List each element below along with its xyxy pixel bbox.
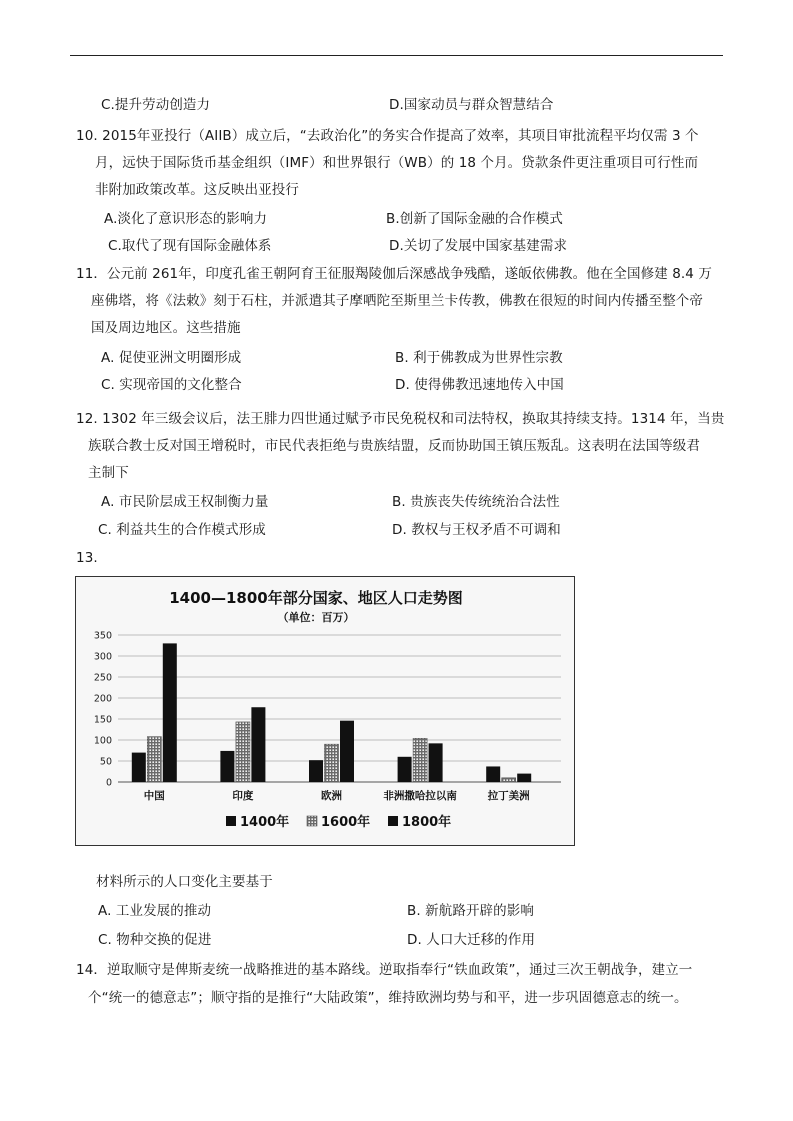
- q10-option-b[interactable]: B.创新了国际金融的合作模式: [386, 211, 563, 227]
- q11-option-a[interactable]: A. 促使亚洲文明圈形成: [101, 350, 242, 366]
- q12-stem-line-3: 主制下: [88, 465, 129, 481]
- bar-1400年-拉丁美洲: [486, 766, 500, 782]
- legend-swatch: [307, 816, 317, 826]
- q12-option-c[interactable]: C. 利益共生的合作模式形成: [98, 522, 266, 538]
- y-tick-label: 50: [99, 756, 112, 768]
- q12-stem-line-2: 族联合教士反对国王增税时，市民代表拒绝与贵族结盟，反而协助国王镇压叛乱。这表明在法国等级君: [88, 438, 700, 454]
- bar-1800年-中国: [163, 643, 177, 782]
- q13-option-a[interactable]: A. 工业发展的推动: [98, 903, 212, 919]
- q13-prompt: 材料所示的人口变化主要基于: [96, 874, 273, 890]
- q12-stem-line-1: 12. 1302 年三级会议后，法王腓力四世通过赋予市民免税权和司法特权，换取其持续支持。1314 年，当贵: [76, 411, 725, 427]
- q10-option-c[interactable]: C.取代了现有国际金融体系: [108, 238, 272, 254]
- bar-1600年-非洲撒哈拉以南: [413, 738, 427, 782]
- legend-swatch: [388, 816, 398, 826]
- q11-option-c[interactable]: C. 实现帝国的文化整合: [101, 377, 242, 393]
- bar-1600年-中国: [147, 737, 161, 782]
- bar-1600年-拉丁美洲: [502, 778, 516, 782]
- q14-stem-line-2: 个“统一的德意志”；顺守指的是推行“大陆政策”，维持欧洲均势与和平，进一步巩固德意志的统一。: [88, 990, 688, 1006]
- y-tick-label: 150: [93, 714, 112, 726]
- chart-subtitle: （单位：百万）: [277, 611, 355, 624]
- bar-1400年-印度: [220, 751, 234, 782]
- x-tick-label: 欧洲: [321, 790, 342, 802]
- header-rule: [70, 55, 723, 56]
- bar-1400年-欧洲: [309, 760, 323, 782]
- q11-stem-line-3: 国及周边地区。这些措施: [91, 320, 241, 336]
- bar-1800年-欧洲: [340, 721, 354, 782]
- x-tick-label: 拉丁美洲: [487, 790, 530, 802]
- bar-1400年-非洲撒哈拉以南: [398, 757, 412, 782]
- q13-option-c[interactable]: C. 物种交换的促进: [98, 932, 212, 948]
- bar-1800年-拉丁美洲: [517, 774, 531, 782]
- bar-1800年-非洲撒哈拉以南: [429, 743, 443, 782]
- q13-option-b[interactable]: B. 新航路开辟的影响: [407, 903, 534, 919]
- bar-1400年-中国: [132, 753, 146, 782]
- q9-option-c[interactable]: C.提升劳动创造力: [101, 97, 211, 113]
- x-tick-label: 印度: [232, 790, 254, 802]
- bar-1800年-印度: [251, 707, 265, 782]
- q10-option-d[interactable]: D.关切了发展中国家基建需求: [389, 238, 568, 254]
- q10-stem-line-3: 非附加政策改革。这反映出亚投行: [95, 182, 299, 198]
- q11-option-d[interactable]: D. 使得佛教迅速地传入中国: [395, 377, 564, 393]
- q11-stem-line-1: 11．公元前 261年，印度孔雀王朝阿育王征服羯陵伽后深感战争残酷，遂皈依佛教。他在全国修建 8.4 万: [76, 266, 712, 282]
- q12-option-b[interactable]: B. 贵族丧失传统统治合法性: [392, 494, 560, 510]
- q13-number: 13.: [76, 550, 98, 566]
- q14-stem-line-1: 14．逆取顺守是俾斯麦统一战略推进的基本路线。逆取指奉行“铁血政策”，通过三次王朝战争，建立一: [76, 962, 693, 978]
- q10-option-a[interactable]: A.淡化了意识形态的影响力: [104, 211, 268, 227]
- y-tick-label: 300: [93, 651, 112, 663]
- q12-option-a[interactable]: A. 市民阶层成王权制衡力量: [101, 494, 269, 510]
- y-tick-label: 0: [105, 777, 112, 789]
- legend-swatch: [226, 816, 236, 826]
- chart-title: 1400—1800年部分国家、地区人口走势图: [169, 589, 463, 607]
- q10-stem-line-1: 10. 2015年亚投行（AIIB）成立后，“去政治化”的务实合作提高了效率，其项目审批流程平均仅需 3 个: [76, 128, 699, 144]
- q9-option-d[interactable]: D.国家动员与群众智慧结合: [389, 97, 554, 113]
- q11-option-b[interactable]: B. 利于佛教成为世界性宗教: [395, 350, 563, 366]
- q13-option-d[interactable]: D. 人口大迁移的作用: [407, 932, 536, 948]
- x-tick-label: 中国: [143, 790, 165, 802]
- q12-option-d[interactable]: D. 教权与王权矛盾不可调和: [392, 522, 561, 538]
- y-tick-label: 200: [93, 693, 112, 705]
- q11-stem-line-2: 座佛塔，将《法敕》刻于石柱，并派遣其子摩哂陀至斯里兰卡传教，佛教在很短的时间内传播至整个帝: [91, 293, 703, 309]
- y-tick-label: 350: [93, 630, 112, 642]
- x-tick-label: 非洲撒哈拉以南: [383, 790, 457, 802]
- y-tick-label: 250: [93, 672, 112, 684]
- bar-1600年-欧洲: [325, 744, 339, 782]
- bar-1600年-印度: [236, 722, 250, 782]
- population-chart: [75, 576, 575, 846]
- legend-label: 1800年: [402, 815, 452, 830]
- legend-label: 1400年: [240, 815, 290, 830]
- y-tick-label: 100: [93, 735, 112, 747]
- q10-stem-line-2: 月，远快于国际货币基金组织（IMF）和世界银行（WB）的 18 个月。贷款条件更注重项目可行性而: [95, 155, 699, 171]
- population-chart-svg: [76, 577, 573, 844]
- legend-label: 1600年: [321, 815, 371, 830]
